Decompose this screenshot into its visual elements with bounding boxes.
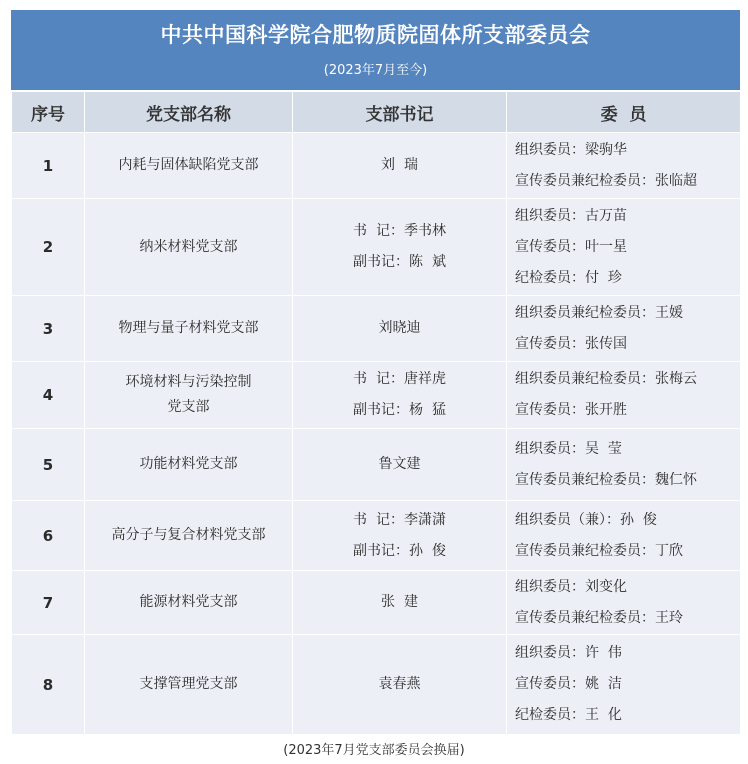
member-line: 组织委员：吴 莹 [515,440,622,457]
table-body [12,133,741,735]
member-line: 宣传委员：张传国 [515,335,627,352]
branch-name-cell [85,362,293,429]
row-number: 5 [12,429,85,501]
table-row [12,635,741,735]
members-cell [507,571,741,635]
row-number: 8 [12,635,85,735]
member-line: 宣传委员兼纪检委员：丁欣 [515,542,683,559]
header-members: 委 员 [507,92,741,133]
secretary-cell [293,501,507,571]
branch-name-line: 环境材料与污染控制 [125,374,252,390]
table-row [12,429,741,501]
members-cell [507,429,741,501]
member-line: 宣传委员：张开胜 [515,402,627,418]
header-branch-name: 党支部名称 [85,92,293,133]
member-line: 宣传委员兼纪检委员：王玲 [515,609,683,626]
branch-name-line: 内耗与固体缺陷党支部 [118,157,259,173]
branch-name-line: 高分子与复合材料党支部 [111,527,266,543]
branch-name-cell [85,133,293,199]
member-line: 纪检委员：付 珍 [515,269,622,286]
branch-name-line: 支撑管理党支部 [139,676,238,692]
row-number: 6 [12,501,85,571]
member-line: 组织委员：梁驹华 [515,141,627,158]
members-cell [507,501,741,571]
secretary-cell [293,429,507,501]
branch-name-cell [85,199,293,296]
member-line: 宣传委员兼纪检委员：张临超 [515,172,697,189]
members-cell [507,362,741,429]
table-row [12,133,741,199]
secretary-cell [293,362,507,429]
table-row [12,571,741,635]
member-line: 组织委员：刘变化 [515,578,627,595]
row-number: 7 [12,571,85,635]
table-banner [11,10,740,91]
secretary-line: 刘 瑞 [381,157,418,173]
branch-name-line: 党支部 [167,399,210,415]
member-line: 组织委员：古万苗 [515,207,627,224]
member-line: 组织委员兼纪检委员：张梅云 [515,371,697,387]
header-secretary: 支部书记 [293,92,507,133]
branch-name-line: 物理与量子材料党支部 [118,320,259,336]
table-subtitle: (2023年7月至今) [323,63,428,78]
member-line: 组织委员（兼）：孙 俊 [515,511,657,528]
secretary-line: 书 记：唐祥虎 [353,371,446,387]
table-row [12,501,741,571]
members-cell [507,296,741,362]
member-line: 宣传委员：叶一星 [515,238,627,255]
branch-name-cell [85,429,293,501]
members-cell [507,199,741,296]
committee-table [11,91,741,735]
secretary-line: 张 建 [381,594,418,610]
secretary-cell [293,133,507,199]
row-number: 1 [12,133,85,199]
secretary-line: 书 记：李潇潇 [353,511,446,528]
secretary-line: 刘晓迪 [378,320,421,336]
branch-name-cell [85,296,293,362]
row-number: 3 [12,296,85,362]
branch-name-cell [85,635,293,735]
header-number: 序号 [12,92,85,133]
members-cell [507,635,741,735]
member-line: 纪检委员：王 化 [515,707,622,723]
secretary-line: 副书记：杨 猛 [353,402,446,418]
committee-table-container [11,10,740,735]
secretary-line: 副书记：陈 斌 [353,254,446,270]
member-line: 组织委员：许 伟 [515,645,622,661]
branch-name-line: 能源材料党支部 [139,594,238,610]
members-cell [507,133,741,199]
branch-name-cell [85,571,293,635]
row-number: 4 [12,362,85,429]
secretary-cell [293,571,507,635]
secretary-line: 书 记：季书林 [353,223,446,239]
branch-name-cell [85,501,293,571]
footnote: (2023年7月党支部委员会换届) [283,743,465,758]
table-header-row [12,92,741,133]
secretary-line: 袁春燕 [378,676,421,692]
secretary-cell [293,199,507,296]
secretary-cell [293,296,507,362]
branch-name-line: 纳米材料党支部 [139,238,238,255]
branch-name-line: 功能材料党支部 [139,456,238,472]
table-row [12,296,741,362]
row-number: 2 [12,199,85,296]
secretary-line: 副书记：孙 俊 [353,542,446,559]
member-line: 宣传委员：姚 洁 [515,676,622,692]
secretary-cell [293,635,507,735]
table-row [12,199,741,296]
table-title: 中共中国科学院合肥物质院固体所支部委员会 [160,23,591,47]
table-row [12,362,741,429]
member-line: 宣传委员兼纪检委员：魏仁怀 [515,471,697,488]
secretary-line: 鲁文建 [378,456,421,472]
member-line: 组织委员兼纪检委员：王媛 [515,304,683,321]
